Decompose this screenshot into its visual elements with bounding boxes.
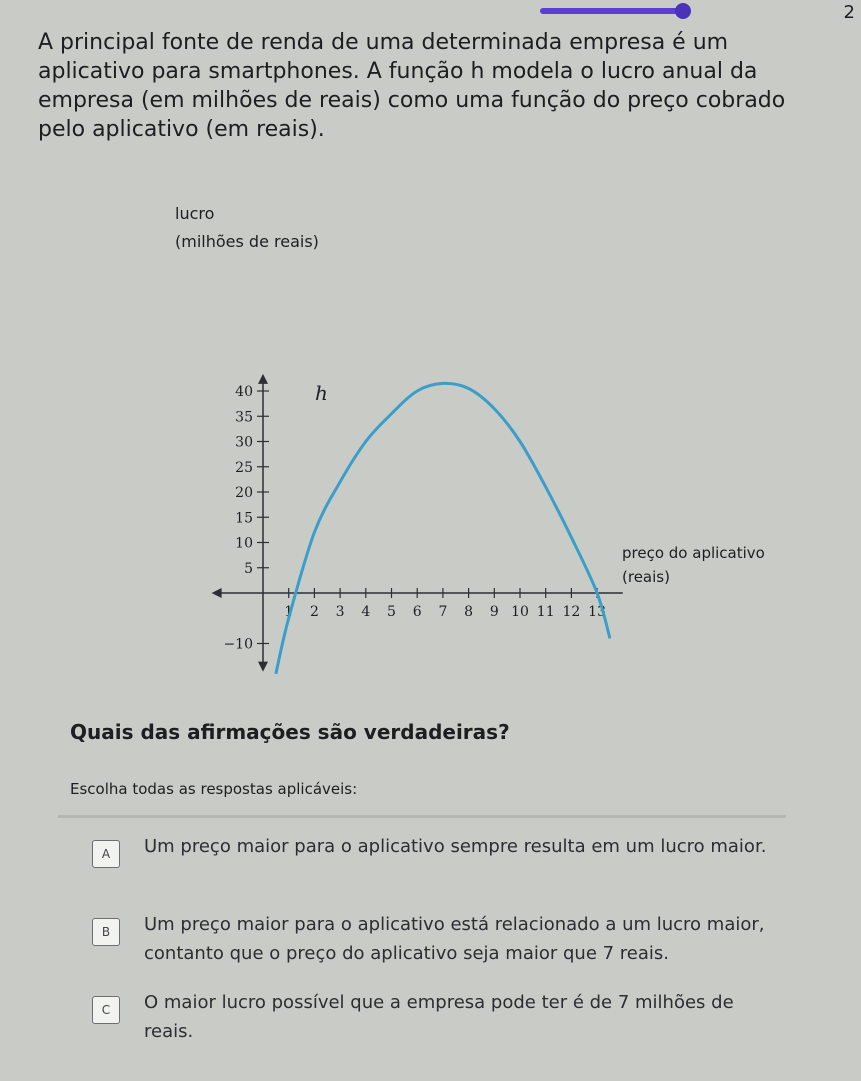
option-a-checkbox[interactable]: A: [92, 840, 120, 868]
progress-bar: [540, 8, 690, 14]
option-b-text: Um preço maior para o aplicativo está relacionado a um lucro maior, contanto que o preço do aplicativo seja maior que 7 reais.: [144, 914, 765, 964]
x-tick-label: 6: [412, 604, 422, 620]
y-tick-label: 35: [235, 409, 253, 426]
y-axis-label-line2: (milhões de reais): [175, 232, 319, 251]
option-b-checkbox[interactable]: B: [92, 918, 120, 946]
divider: [58, 815, 786, 818]
x-tick-label: 9: [489, 604, 499, 620]
prompt-heading: Quais das afirmações são verdadeiras?: [70, 720, 510, 744]
page-number: 2: [843, 2, 855, 23]
question-text: A principal fonte de renda de uma determinada empresa é um aplicativo para smartphones. A função h modela o lucro anual da empresa (em milhões de reais) como uma função do preço cobrado pelo aplicativo (em reais).: [38, 30, 786, 142]
y-axis-label-line1: lucro: [175, 204, 215, 223]
instruction-text: Escolha todas as respostas aplicáveis:: [70, 780, 358, 798]
y-tick-label: 15: [235, 510, 253, 527]
curve-h: [276, 383, 610, 673]
y-tick-label: 10: [235, 535, 253, 552]
x-axis-label-line1: preço do aplicativo: [622, 544, 765, 562]
x-axis-label-line2: (reais): [622, 568, 670, 586]
option-c-text: O maior lucro possível que a empresa pode ter é de 7 milhões de reais.: [144, 992, 734, 1042]
x-axis-arrow-left: [212, 588, 222, 598]
y-axis-arrow-up: [258, 374, 268, 384]
option-a-text: Um preço maior para o aplicativo sempre resulta em um lucro maior.: [144, 836, 767, 857]
curve-label-h: h: [315, 381, 328, 405]
y-tick-label: 20: [235, 485, 253, 501]
profit-chart: [160, 195, 800, 705]
x-tick-label: 12: [562, 604, 581, 620]
option-c-checkbox[interactable]: C: [92, 996, 120, 1024]
y-tick-label: −10: [223, 636, 253, 653]
y-tick-label: 5: [244, 560, 253, 577]
y-tick-label: 25: [235, 459, 253, 476]
y-tick-label: 30: [235, 434, 253, 451]
x-tick-label: 11: [536, 604, 555, 620]
y-axis-arrow-down: [258, 662, 268, 672]
x-tick-label: 3: [335, 604, 345, 620]
x-tick-label: 2: [309, 604, 319, 620]
x-tick-label: 13: [588, 604, 607, 620]
progress-indicator: [675, 3, 691, 19]
x-tick-label: 10: [511, 604, 529, 620]
x-tick-label: 4: [361, 604, 371, 620]
y-tick-label: 40: [235, 384, 253, 400]
x-tick-label: 8: [464, 604, 474, 620]
x-tick-label: 1: [284, 604, 294, 620]
x-tick-label: 5: [387, 604, 396, 620]
x-tick-label: 7: [438, 604, 448, 620]
